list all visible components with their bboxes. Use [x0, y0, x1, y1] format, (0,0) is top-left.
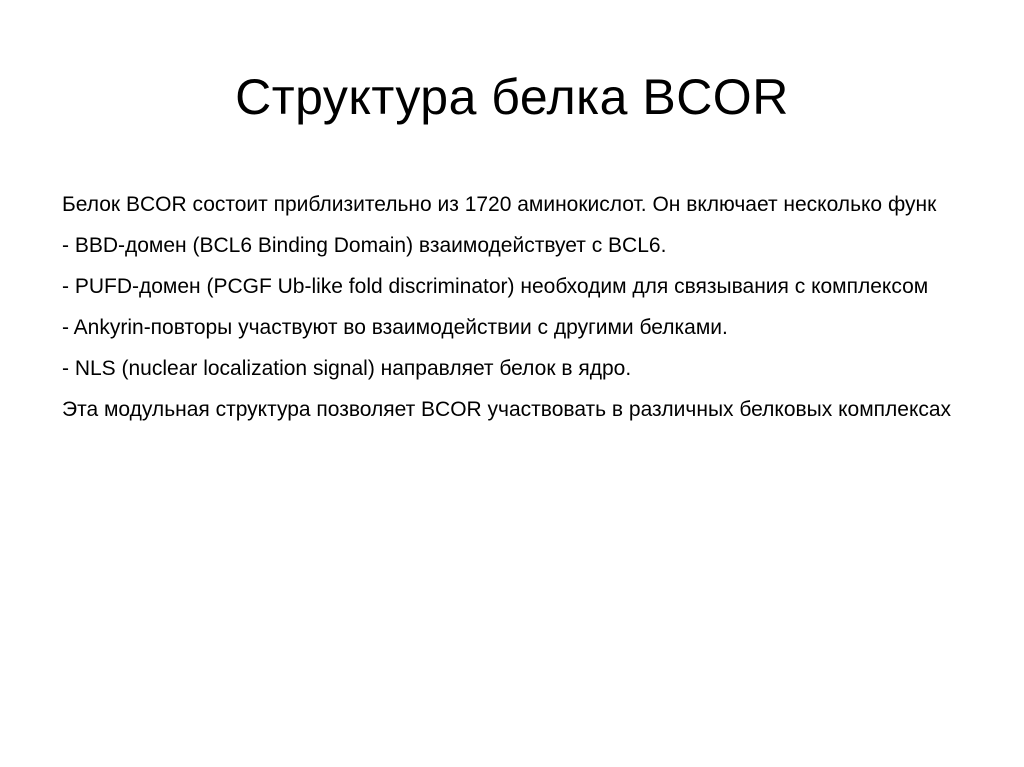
bullet-pufd-domain: - PUFD-домен (PCGF Ub-like fold discriminator) необходим для связывания с комплексом — [62, 275, 929, 298]
intro-paragraph: Белок BCOR состоит приблизительно из 1720 аминокислот. Он включает несколько функ — [62, 193, 937, 216]
bullet-nls: - NLS (nuclear localization signal) направляет белок в ядро. — [62, 357, 632, 380]
conclusion-paragraph: Эта модульная структура позволяет BCOR участвовать в различных белковых комплексах — [62, 398, 952, 421]
bullet-ankyrin-repeats: - Ankyrin-повторы участвуют во взаимодействии с другими белками. — [62, 316, 728, 339]
bullet-bbd-domain: - BBD-домен (BCL6 Binding Domain) взаимодействует с BCL6. — [62, 234, 667, 257]
slide-title: Структура белка BCOR — [235, 69, 789, 125]
slide-body — [62, 192, 1024, 438]
